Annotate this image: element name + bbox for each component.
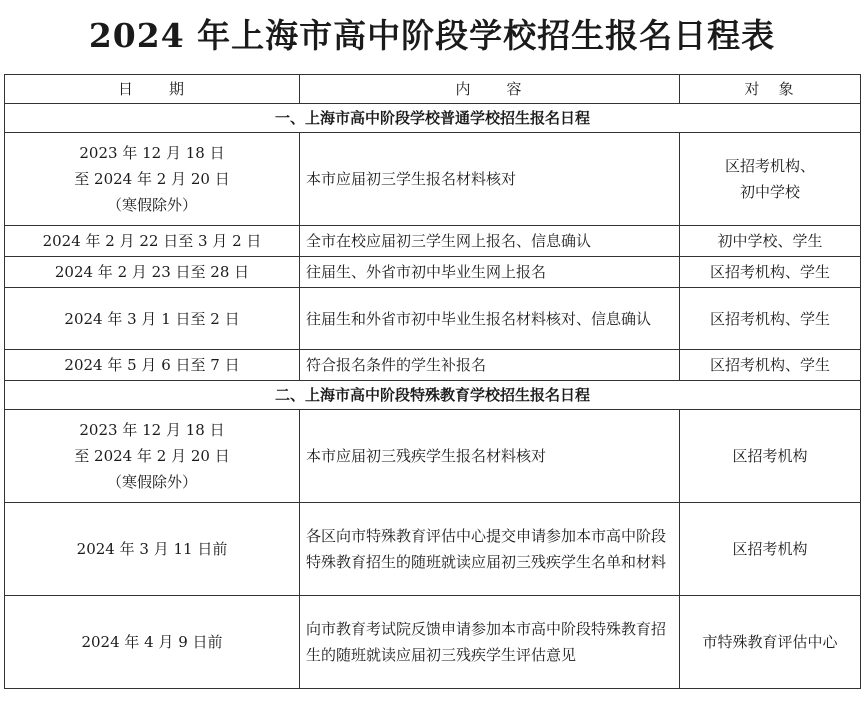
section-heading-row [5,381,861,410]
content-cell: 本市应届初三学生报名材料核对 [300,133,680,226]
table-row [5,226,861,257]
date-line: 至 2024 年 2 月 20 日 [74,447,230,465]
target-cell: 区招考机构、学生 [680,350,861,381]
header-date: 日 期 [5,75,300,104]
target-line: 区招考机构、 [724,157,815,175]
target-cell: 区招考机构 [680,410,861,503]
target-cell: 区招考机构、学生 [680,288,861,350]
table-row [5,257,861,288]
content-cell: 向市教育考试院反馈申请参加本市高中阶段特殊教育招生的随班就读应届初三残疾学生评估意见 [300,596,680,689]
date-cell: 2024 年 4 月 9 日前 [5,596,300,689]
target-cell: 初中学校、学生 [680,226,861,257]
schedule-table [4,74,861,689]
header-content: 内 容 [300,75,680,104]
date-cell [5,133,300,226]
content-cell: 往届生、外省市初中毕业生网上报名 [300,257,680,288]
date-cell: 2024 年 3 月 1 日至 2 日 [5,288,300,350]
target-cell [680,133,861,226]
table-row [5,503,861,596]
table-row [5,596,861,689]
page-title: 2024 年上海市高中阶段学校招生报名日程表 [88,16,776,55]
target-line: 初中学校 [739,183,800,201]
section-heading: 二、上海市高中阶段特殊教育学校招生报名日程 [5,381,861,410]
date-cell: 2024 年 3 月 11 日前 [5,503,300,596]
content-cell: 往届生和外省市初中毕业生报名材料核对、信息确认 [300,288,680,350]
content-cell: 符合报名条件的学生补报名 [300,350,680,381]
date-cell: 2024 年 2 月 23 日至 28 日 [5,257,300,288]
date-cell: 2024 年 5 月 6 日至 7 日 [5,350,300,381]
content-cell: 各区向市特殊教育评估中心提交申请参加本市高中阶段特殊教育招生的随班就读应届初三残疾学生名单和材料 [300,503,680,596]
target-cell: 区招考机构、学生 [680,257,861,288]
date-line: 至 2024 年 2 月 20 日 [74,170,230,188]
table-row [5,350,861,381]
header-target: 对 象 [680,75,861,104]
table-header-row [5,75,861,104]
content-cell: 全市在校应届初三学生网上报名、信息确认 [300,226,680,257]
section-heading: 一、上海市高中阶段学校普通学校招生报名日程 [5,104,861,133]
date-cell [5,410,300,503]
table-row [5,133,861,226]
date-line: 2023 年 12 月 18 日 [79,144,225,162]
table-row [5,288,861,350]
table-row [5,410,861,503]
date-line: 2023 年 12 月 18 日 [79,421,225,439]
content-cell: 本市应届初三残疾学生报名材料核对 [300,410,680,503]
date-cell: 2024 年 2 月 22 日至 3 月 2 日 [5,226,300,257]
date-line: （寒假除外） [106,196,197,214]
date-line: （寒假除外） [106,473,197,491]
target-cell: 市特殊教育评估中心 [680,596,861,689]
target-cell: 区招考机构 [680,503,861,596]
section-heading-row [5,104,861,133]
